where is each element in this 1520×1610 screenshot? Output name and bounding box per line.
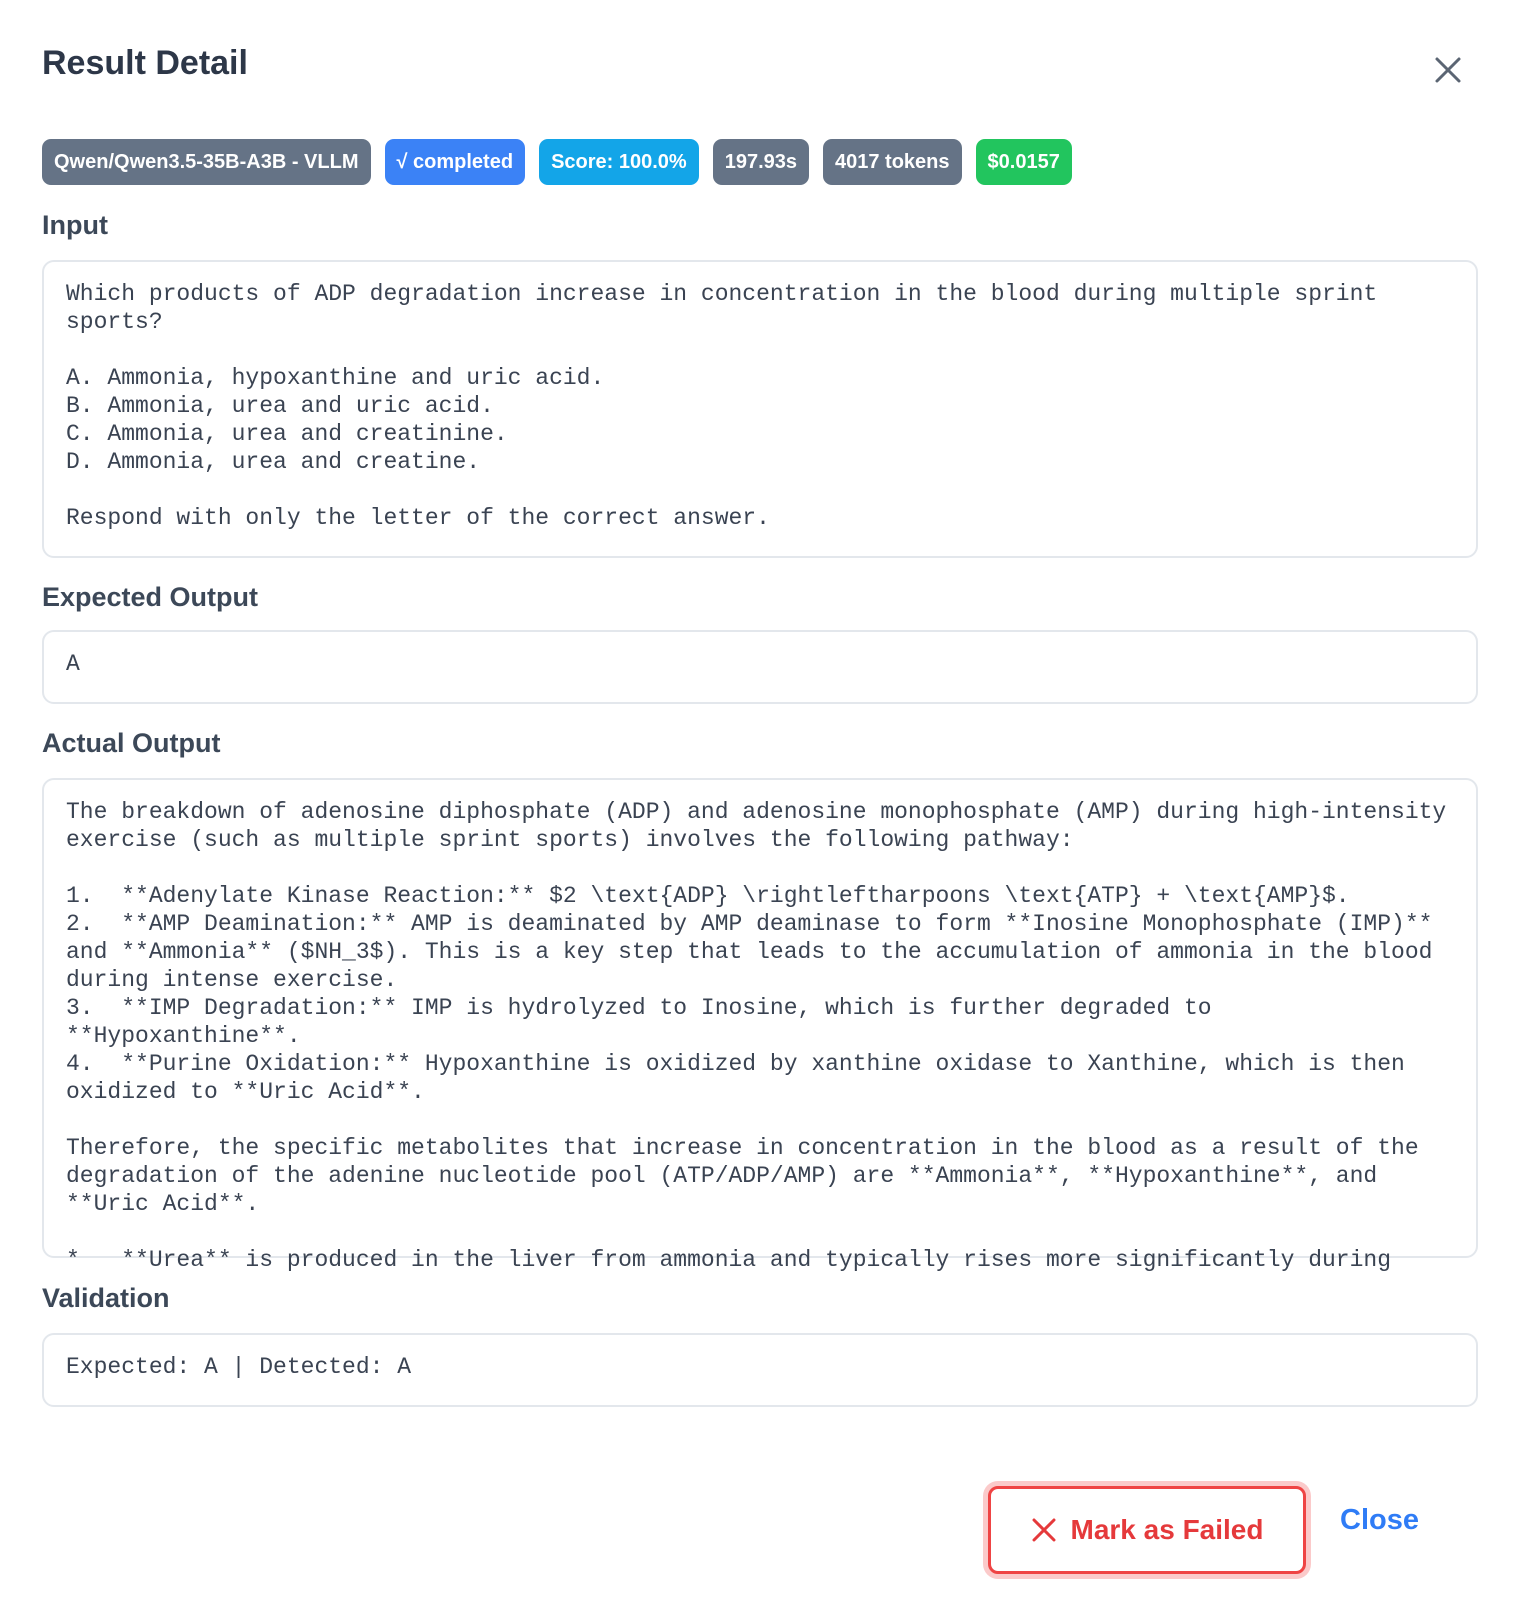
validation-box: Expected: A | Detected: A (42, 1333, 1478, 1407)
mark-as-failed-label: Mark as Failed (1070, 1514, 1264, 1545)
duration-badge: 197.93s (713, 139, 809, 185)
model-badge: Qwen/Qwen3.5-35B-A3B - VLLM (42, 139, 371, 185)
close-button[interactable]: Close (1340, 1504, 1419, 1536)
expected-output-heading: Expected Output (42, 582, 259, 612)
tokens-badge: 4017 tokens (823, 139, 962, 185)
close-icon[interactable] (1428, 50, 1468, 90)
status-badge: √ completed (385, 139, 526, 185)
validation-heading: Validation (42, 1283, 170, 1313)
input-heading: Input (42, 210, 108, 240)
badge-row (42, 139, 1072, 185)
expected-output-box: A (42, 630, 1478, 704)
x-icon (1031, 1517, 1057, 1543)
cost-badge: $0.0157 (976, 139, 1072, 185)
score-badge: Score: 100.0% (539, 139, 699, 185)
mark-as-failed-button[interactable] (988, 1486, 1306, 1574)
actual-output-heading: Actual Output (42, 728, 221, 758)
actual-output-box[interactable]: The breakdown of adenosine diphosphate (ADP) and adenosine monophosphate (AMP) during high-intensity exercise (such as multiple sprint sports) involves the following pathway: 1. **Adenylate Kinase Reaction:** $2 \text{ADP} \rightleftharpoons \text{ATP} + \text{AMP}$. 2. **AMP Deamination:** AMP is deaminated by AMP deaminase to form **Inosine Monophosphate (IMP)** and **Ammonia** ($NH_3$). This is a key step that leads to the accumulation of ammonia in the blood during intense exercise. 3. **IMP Degradation:** IMP is hydrolyzed to Inosine, which is further degraded to **Hypoxanthine**. 4. **Purine Oxidation:** Hypoxanthine is oxidized by xanthine oxidase to Xanthine, which is then oxidized to **Uric Acid**. Therefore, the specific metabolites that increase in concentration in the blood as a result of the degradation of the adenine nucleotide pool (ATP/ADP/AMP) are **Ammonia**, **Hypoxanthine**, and **Uric Acid**. * **Urea** is produced in the liver from ammonia and typically rises more significantly during (42, 778, 1478, 1258)
dialog-title: Result Detail (42, 44, 248, 82)
input-box: Which products of ADP degradation increase in concentration in the blood during multiple sprint sports? A. Ammonia, hypoxanthine and uric acid. B. Ammonia, urea and uric acid. C. Ammonia, urea and creatinine. D. Ammonia, urea and creatine. Respond with only the letter of the correct answer. (42, 260, 1478, 558)
